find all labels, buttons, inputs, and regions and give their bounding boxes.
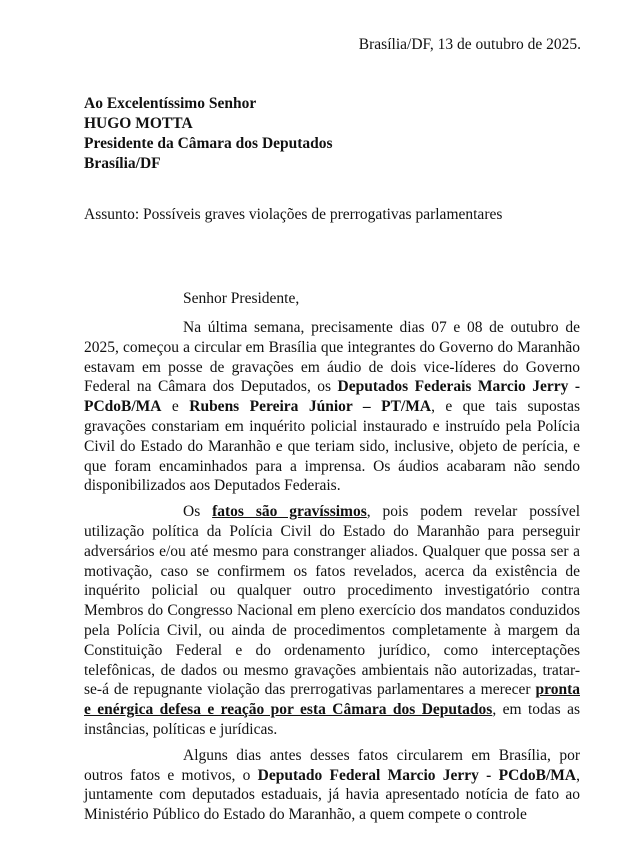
body-paragraph-1 <box>84 318 580 496</box>
p1-text-2: e <box>161 398 190 416</box>
p2-bold-pronta-defesa: pronta e enérgica defesa e reação por esta Câmara dos Deputados <box>84 681 580 719</box>
body-paragraph-3 <box>84 746 580 825</box>
p2-text-2: , pois podem revelar possível utilização política da Polícia Civil do Estado do Maranhão para perseguir adversários e/ou até mesmo para constranger aliados. Qualquer que possa ser a motivação, caso se confirmem os fatos revelados, acerca da existência de inquérito policial ou qualquer outro procedimento investigatório contra Membros do Congresso Nacional em pleno exercício dos mandatos conduzidos pela Polícia Civil, ou ainda de procedimentos completamente à margem da Constituição Federal e do ordenamento jurídico, como interceptações telefônicas, de dados ou mesmo gravações ambientais não autorizadas, tratar-se-á de repugnante violação das prerrogativas parlamentares a merecer <box>84 503 580 699</box>
body-paragraph-2 <box>84 502 580 740</box>
recipient-salutation: Ao Excelentíssimo Senhor <box>84 95 257 112</box>
p1-bold-marcio-jerry: Deputados Federais Marcio Jerry - PCdoB/MA <box>84 378 580 416</box>
letter-body <box>84 318 580 825</box>
p3-bold-marcio-jerry: Deputado Federal Marcio Jerry - PCdoB/MA <box>257 766 577 784</box>
p1-bold-rubens-pereira: Rubens Pereira Júnior – PT/MA <box>189 398 432 416</box>
p3-text-1: Alguns dias antes desses fatos circularem em Brasília, por outros fatos e motivos, o <box>84 746 580 784</box>
recipient-name: HUGO MOTTA <box>84 115 193 132</box>
letter-date: Brasília/DF, 13 de outubro de 2025. <box>358 36 581 53</box>
letter-salutation: Senhor Presidente, <box>183 290 300 307</box>
recipient-title: Presidente da Câmara dos Deputados <box>84 135 333 152</box>
letter-subject: Assunto: Possíveis graves violações de prerrogativas parlamentares <box>84 206 503 223</box>
recipient-block <box>84 94 333 174</box>
p2-text-1: Os <box>183 503 213 521</box>
p3-text-2: , juntamente com deputados estaduais, já havia apresentado notícia de fato ao Ministério Público do Estado do Maranhão, a quem compete o controle <box>84 766 580 824</box>
p1-text-3: , e que tais supostas gravações constariam em inquérito policial instaurado e instruído pela Polícia Civil do Estado do Maranhão e que teriam sido, inclusive, objeto de perícia, e que foram encaminhados para a imprensa. Os áudios acabaram não sendo disponibilizados aos Deputados Federais. <box>84 398 580 495</box>
p2-text-3: , em todas as instâncias, políticas e jurídicas. <box>84 701 580 738</box>
recipient-location: Brasília/DF <box>84 155 161 172</box>
p2-bold-fatos-gravissimos: fatos são gravíssimos <box>212 503 367 521</box>
p1-text-1: Na última semana, precisamente dias 07 e 08 de outubro de 2025, começou a circular em Brasília que integrantes do Governo do Maranhão estavam em posse de gravações em áudio de dois vice-líderes do Governo Federal na Câmara dos Deputados, os <box>84 319 580 396</box>
